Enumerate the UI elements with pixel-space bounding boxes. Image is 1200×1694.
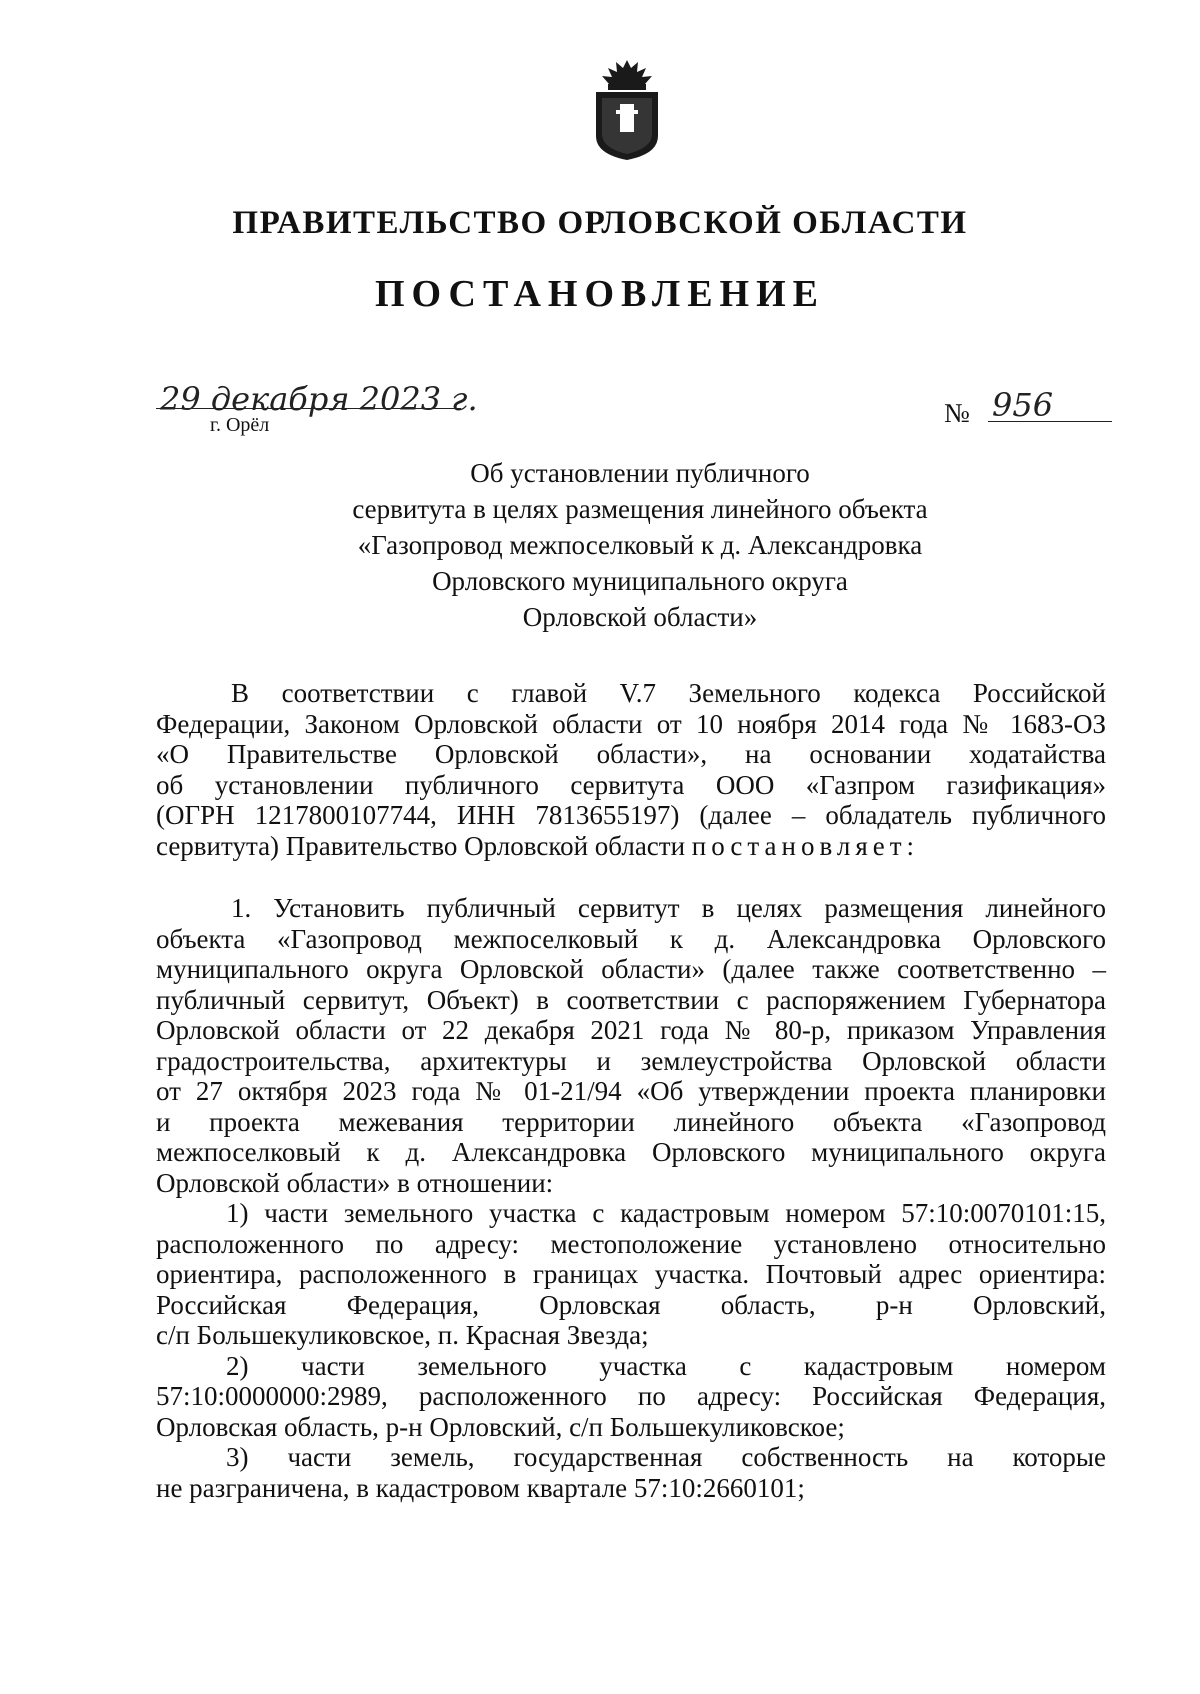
date-underline [156, 408, 461, 409]
body-line: муниципального округа Орловской области» (далее также соответственно – [156, 954, 1106, 984]
body-line: расположенного по адресу: местоположение установлено относительно [156, 1228, 1106, 1259]
document-body [156, 678, 1106, 1503]
subitem-1 [156, 1198, 1106, 1351]
subitem-2 [156, 1351, 1106, 1443]
preamble-end: сервитута) Правительство Орловской области [156, 830, 692, 861]
body-line: 3) части земель, государственная собственность на которые [226, 1442, 1106, 1472]
body-line: с/п Большекуликовское, п. Красная Звезда; [156, 1320, 649, 1350]
subject-line: Орловского муниципального округа [432, 566, 848, 596]
number-label: № [944, 398, 970, 428]
subitem-3 [156, 1442, 1106, 1503]
body-line: межпоселковый к д. Александровка Орловского муниципального округа [156, 1137, 1106, 1167]
subject-line: «Газопровод межпоселковый к д. Александровка [357, 530, 923, 560]
city-label: г. Орёл [210, 414, 270, 436]
body-line: Орловская область, р-н Орловский, с/п Большекуликовское; [156, 1411, 845, 1442]
body-line: (ОГРН 1217800107744, ИНН 7813655197) (далее – обладатель публичного [156, 800, 1106, 830]
document-number: 956 [988, 389, 1112, 422]
decree-word: постановляет: [691, 830, 920, 861]
item-1-paragraph [156, 893, 1106, 1198]
body-line: публичный сервитут, Объект) в соответствии с распоряжением Губернатора [156, 984, 1106, 1015]
date-handwritten: 29 декабря 2023 г. [160, 380, 478, 418]
body-line: 1) части земельного участка с кадастровым номером 57:10:0070101:15, [226, 1198, 1106, 1228]
body-line: Орловской области от 22 декабря 2021 года № 80-р, приказом Управления [156, 1015, 1106, 1045]
body-line: Орловской области» в отношении: [156, 1167, 554, 1198]
body-line: Российская Федерация, Орловская область, р-н Орловский, [156, 1289, 1106, 1320]
subject-line: сервитута в целях размещения линейного объекта [352, 494, 928, 524]
body-line: Федерации, Законом Орловской области от 10 ноября 2014 года № 1683-ОЗ [156, 708, 1106, 739]
document-subject [300, 455, 980, 635]
organization-title: ПРАВИТЕЛЬСТВО ОРЛОВСКОЙ ОБЛАСТИ [232, 205, 968, 241]
document-type: ПОСТАНОВЛЕНИЕ [374, 273, 826, 315]
body-line: 2) части земельного участка с кадастровым номером [226, 1350, 1106, 1381]
body-line: 1. Установить публичный сервитут в целях размещения линейного [231, 893, 1106, 923]
body-line: от 27 октября 2023 года № 01-21/94 «Об утверждении проекта планировки [156, 1076, 1106, 1106]
body-line: градостроительства, архитектуры и землеустройства Орловской области [156, 1045, 1106, 1076]
body-line: об установлении публичного сервитута ООО «Газпром газификация» [156, 769, 1106, 800]
body-line: ориентира, расположенного в границах участка. Почтовый адрес ориентира: [156, 1259, 1106, 1289]
body-line: 57:10:0000000:2989, расположенного по адресу: Российская Федерация, [156, 1381, 1106, 1411]
subject-line: Орловской области» [522, 602, 758, 632]
subject-line: Об установлении публичного [470, 458, 810, 488]
body-line: не разграничена, в кадастровом квартале 57:10:2660101; [156, 1472, 805, 1503]
body-line: В соответствии с главой V.7 Земельного кодекса Российской [231, 678, 1106, 708]
preamble-paragraph [156, 678, 1106, 861]
body-line: объекта «Газопровод межпоселковый к д. Александровка Орловского [156, 923, 1106, 954]
body-line: «О Правительстве Орловской области», на основании ходатайства [156, 739, 1106, 769]
coat-of-arms-icon [588, 58, 666, 162]
body-line [156, 831, 1106, 862]
body-line: и проекта межевания территории линейного объекта «Газопровод [156, 1106, 1106, 1137]
